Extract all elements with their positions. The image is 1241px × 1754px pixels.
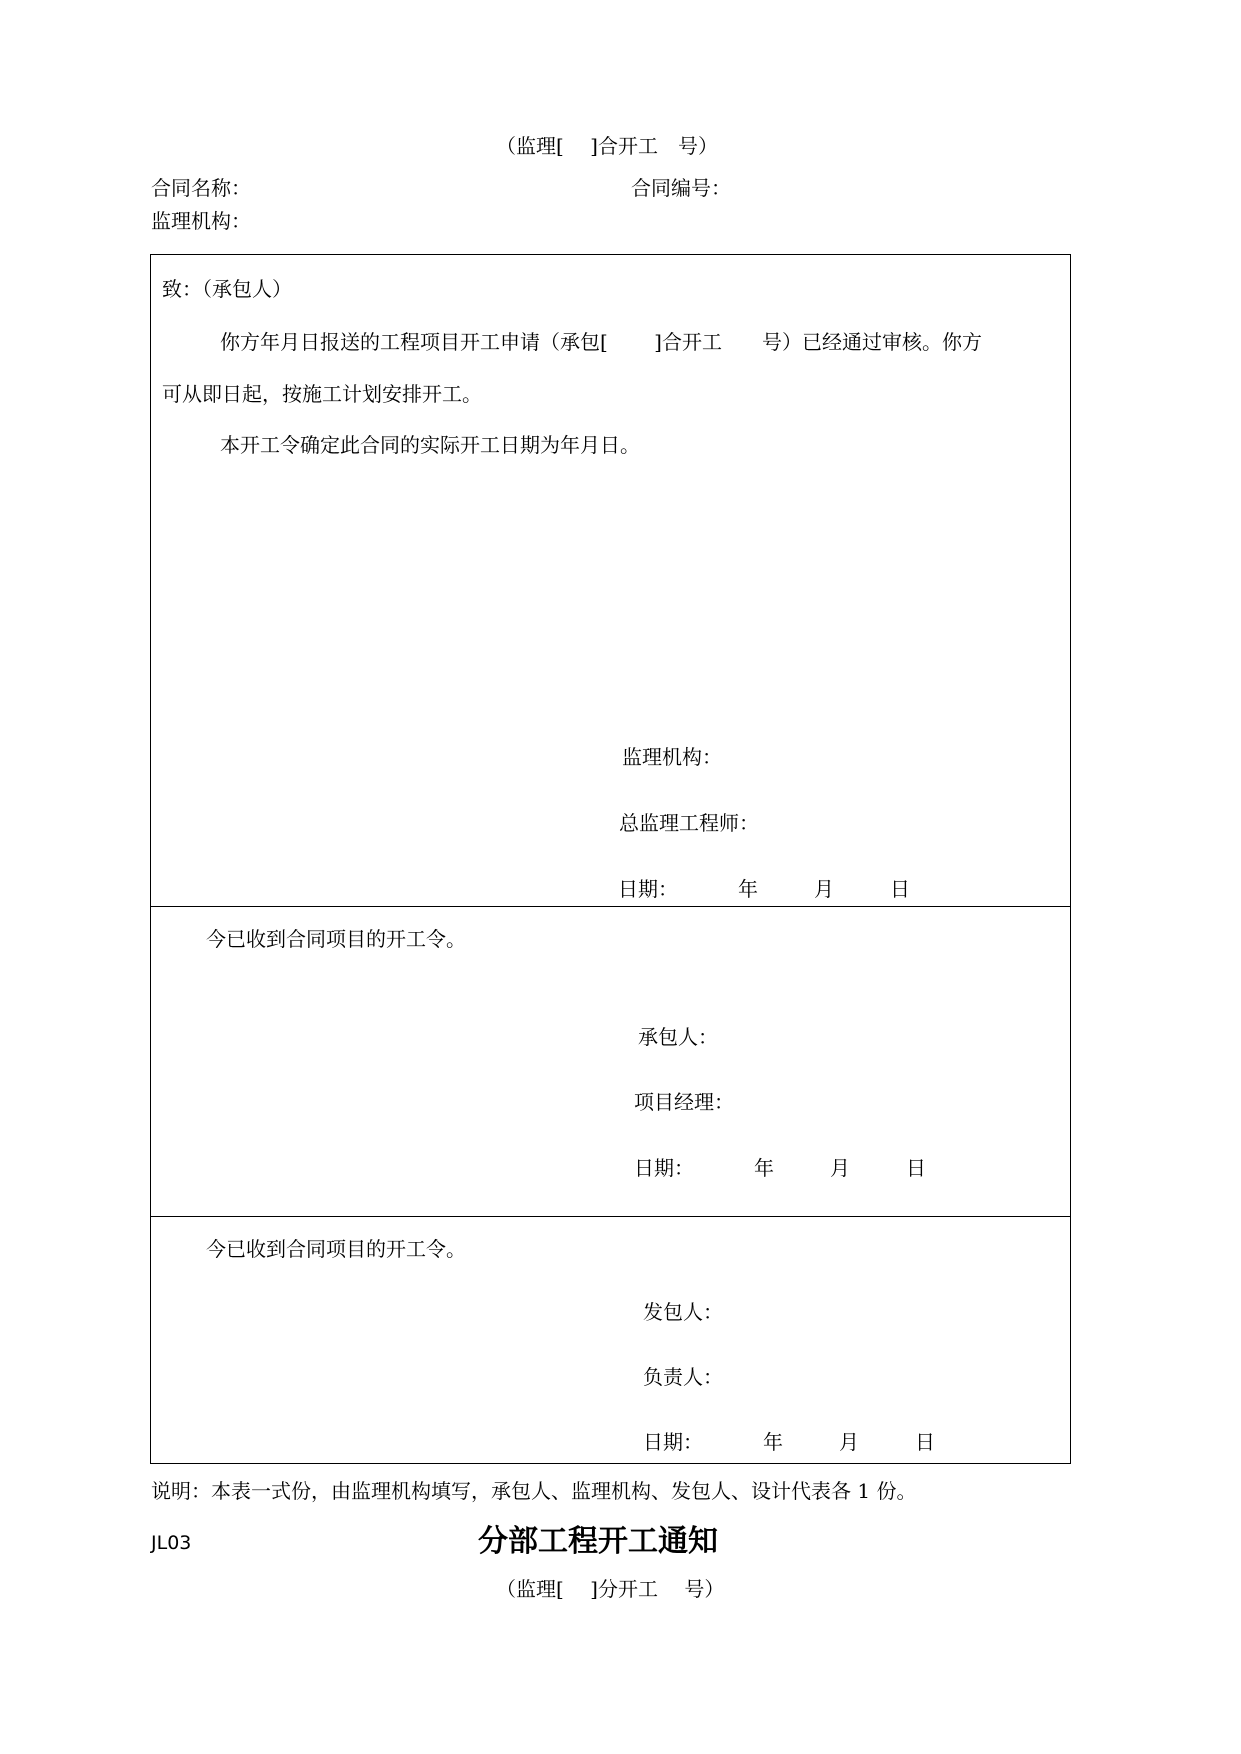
employer-receipt-text: 今已收到合同项目的开工令。 — [206, 1237, 466, 1261]
date-label: 日期： — [634, 1156, 694, 1180]
date-label: 日期： — [643, 1430, 703, 1454]
document-ref-number: （监理[ ]合开工 号） — [496, 134, 718, 158]
notice-paragraph-line-2: 可从即日起，按施工计划安排开工。 — [162, 382, 482, 406]
next-form-title: 分部工程开工通知 — [478, 1524, 718, 1559]
date-day-label: 日 — [906, 1156, 926, 1180]
date-month-label: 月 — [839, 1430, 859, 1454]
signature-supervisor-org-label: 监理机构： — [622, 745, 722, 769]
date-month-label: 月 — [830, 1156, 850, 1180]
contract-name-label: 合同名称： — [151, 176, 251, 200]
date-year-label: 年 — [754, 1156, 774, 1180]
signature-responsible-label: 负责人： — [643, 1365, 723, 1389]
contractor-receipt-text: 今已收到合同项目的开工令。 — [206, 927, 466, 951]
date-day-label: 日 — [915, 1430, 935, 1454]
next-form-ref-number: （监理[ ]分开工 号） — [496, 1577, 725, 1601]
date-day-label: 日 — [890, 877, 910, 901]
signature-contractor-label: 承包人： — [638, 1025, 718, 1049]
date-month-label: 月 — [814, 877, 834, 901]
notice-paragraph-line-1: 你方年月日报送的工程项目开工申请（承包[ ]合开工 号）已经通过审核。你方 — [220, 330, 982, 354]
date-year-label: 年 — [738, 877, 758, 901]
addressee-line: 致：（承包人） — [162, 277, 292, 301]
date-year-label: 年 — [763, 1430, 783, 1454]
contract-number-label: 合同编号： — [631, 176, 731, 200]
signature-chief-engineer-label: 总监理工程师： — [619, 811, 759, 835]
supervisor-org-label: 监理机构： — [151, 209, 251, 233]
section-divider — [150, 906, 1071, 907]
form-note: 说明：本表一式份，由监理机构填写，承包人、监理机构、发包人、设计代表各 1 份。 — [151, 1479, 917, 1503]
section-divider — [150, 1216, 1071, 1217]
start-date-paragraph: 本开工令确定此合同的实际开工日期为年月日。 — [220, 433, 640, 457]
form-code: JL03 — [151, 1532, 192, 1554]
signature-employer-label: 发包人： — [643, 1300, 723, 1324]
signature-project-manager-label: 项目经理： — [634, 1090, 734, 1114]
date-label: 日期： — [618, 877, 678, 901]
